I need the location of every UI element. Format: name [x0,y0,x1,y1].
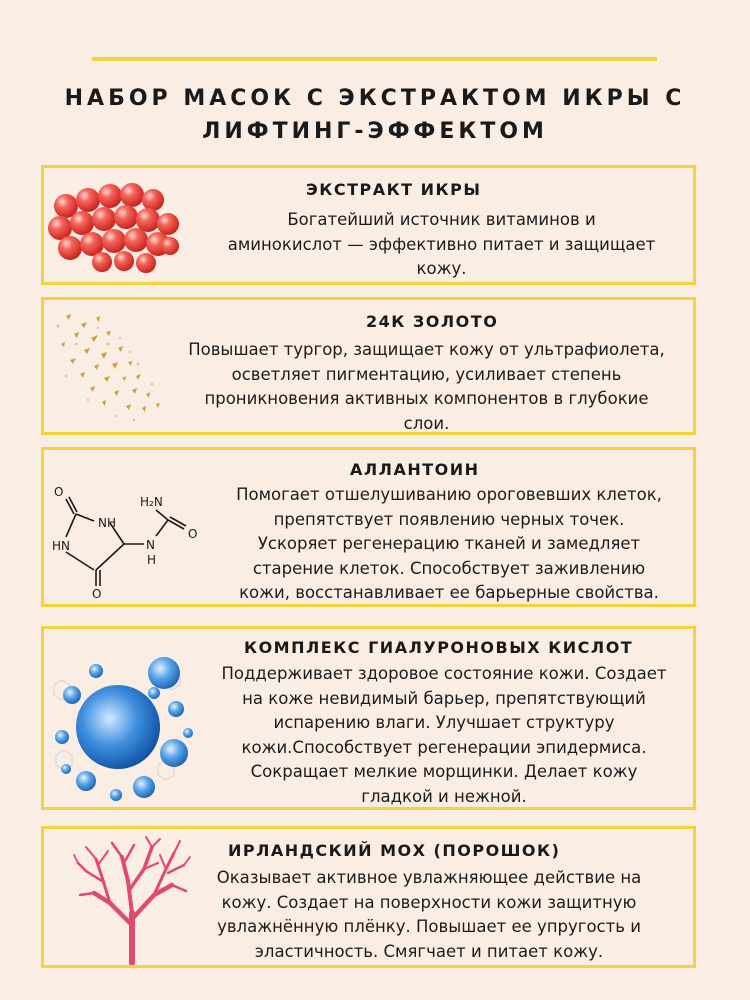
card-heading: ИРЛАНДСКИЙ МОХ (ПОРОШОК) [228,841,561,860]
hyaluronic-spheres-icon [46,645,196,807]
formula-label: O [188,527,198,541]
formula-label: O [92,587,102,601]
card-gold [41,297,696,435]
gold-flakes-icon [46,304,166,429]
card-hyaluronic [41,626,696,810]
card-caviar-extract [41,165,696,285]
card-heading: АЛЛАНТОИН [350,460,480,479]
allantoin-molecule-icon [44,482,209,602]
card-allantoin [41,447,696,607]
formula-label: NH [98,516,116,530]
card-heading: 24К ЗОЛОТО [366,312,499,331]
page-title [40,82,710,148]
card-heading: ЭКСТРАКТ ИКРЫ [306,180,482,199]
caviar-icon [46,178,186,273]
card-irish-moss [41,826,696,968]
title-line-2: ЛИФТИНГ-ЭФФЕКТОМ [202,119,548,144]
formula-label: HN [52,539,70,553]
card-text: Богатейший источник витаминов и аминокислот — эффективно питает и защищает кожу. [227,210,656,278]
card-text: Повышает тургор, защищает кожу от ультрафиолета, осветляет пигментацию, усиливает степень проникновения активных компонентов в глубокие слои. [188,340,665,433]
formula-label: H₂N [140,495,163,509]
top-divider [92,57,657,61]
formula-label: N [146,538,155,552]
card-text: Оказывает активное увлажняющее действие на кожу. Создает на поверхности кожи защитную увлажнённую плёнку. Повышает ее упругость и эластичность. Смягчает и питает кожу. [216,868,642,961]
irish-moss-icon [72,833,192,965]
formula-label: H [147,553,157,567]
title-line-1: НАБОР МАСОК С ЭКСТРАКТОМ ИКРЫ С [64,86,686,111]
card-text: Помогает отшелушиванию ороговевших клеток, препятствует появлению черных точек. Ускоряет регенерацию тканей и замедляет старение клеток. Способствует заживлению кожи, восстанавливает ее барьерные свойства. [236,485,662,602]
card-heading: КОМПЛЕКС ГИАЛУРОНОВЫХ КИСЛОТ [244,638,634,657]
card-text: Поддерживает здоровое состояние кожи. Создает на коже невидимый барьер, препятствующий испарению влаги. Улучшает структуру кожи.Способствует регенерации эпидермиса. Сокращает мелкие морщинки. Делает кожу гладкой и нежной. [221,664,667,806]
formula-label: O [54,485,64,499]
